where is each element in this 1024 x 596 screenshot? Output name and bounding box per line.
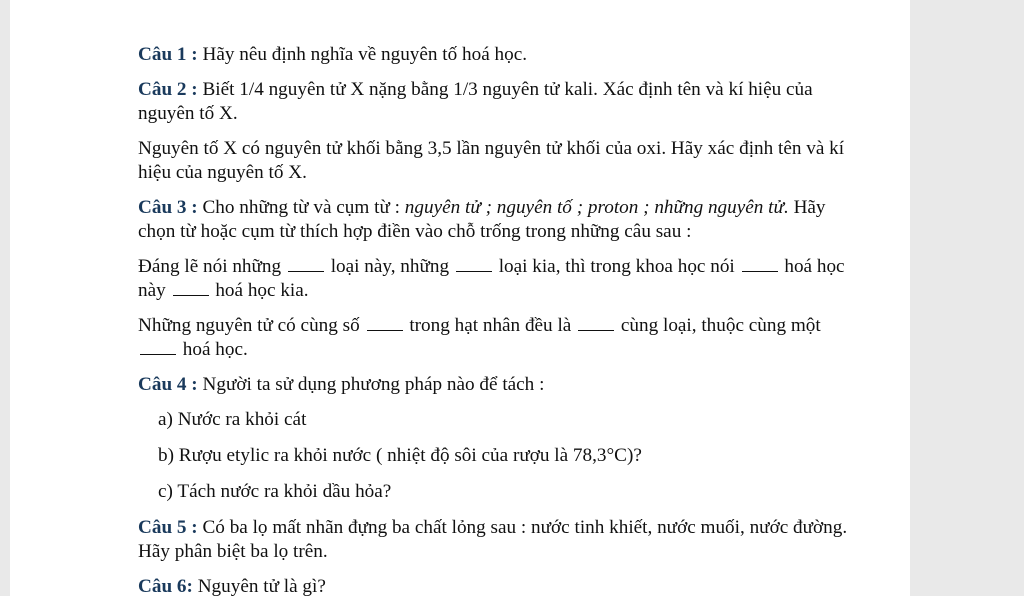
question-2-extra: Nguyên tố X có nguyên tử khối bằng 3,5 lần nguyên tử khối của oxi. Hãy xác định tên và kí hiệu của nguyên tố X. (138, 138, 845, 183)
question-1-label: Câu 1 : (138, 44, 198, 65)
question-5-label: Câu 5 : (138, 517, 198, 538)
question-1 (138, 43, 848, 67)
question-6-label: Câu 6: (138, 576, 193, 596)
blank-line (456, 257, 492, 272)
question-4-option-b: b) Rượu etylic ra khỏi nước ( nhiệt độ sôi của rượu là 78,3°C)? (158, 445, 642, 466)
question-4-option-c: c) Tách nước ra khỏi dầu hỏa? (158, 481, 392, 502)
question-3-intro: Cho những từ và cụm từ : (197, 197, 405, 218)
question-5 (138, 516, 848, 564)
question-1-text: Hãy nêu định nghĩa về nguyên tố hoá học. (197, 44, 528, 65)
blank-line (578, 316, 614, 331)
document-page (10, 0, 910, 596)
question-2-text: Biết 1/4 nguyên tử X nặng bằng 1/3 nguyên tử kali. Xác định tên và kí hiệu của nguyên tố X. (138, 79, 813, 124)
blank-line (367, 316, 403, 331)
sentence-2-part-a: Những nguyên tử có cùng số (138, 315, 365, 336)
question-3-label: Câu 3 : (138, 197, 198, 218)
question-2 (138, 78, 848, 126)
sentence-1-part-a: Đáng lẽ nói những (138, 256, 286, 277)
blank-line (288, 257, 324, 272)
blank-line (742, 257, 778, 272)
sentence-1-part-b: loại này, những (325, 256, 454, 277)
question-4-option-a: a) Nước ra khỏi cát (158, 409, 307, 430)
question-3-terms: nguyên tử ; nguyên tố ; proton ; những nguyên tử. (404, 197, 789, 218)
question-4-text: Người ta sử dụng phương pháp nào để tách : (197, 374, 545, 395)
fill-sentence-2 (138, 314, 848, 362)
sentence-1-part-d: hoá học này (138, 256, 845, 301)
fill-sentence-1 (138, 255, 848, 303)
question-4 (138, 373, 848, 397)
sentence-2-part-b: trong hạt nhân đều là (404, 315, 577, 336)
page-content (138, 43, 848, 596)
question-5-text: Có ba lọ mất nhãn đựng ba chất lỏng sau : nước tinh khiết, nước muối, nước đường. Hãy phân biệt ba lọ trên. (138, 517, 848, 562)
sentence-2-part-d: hoá học. (178, 339, 248, 360)
blank-line (140, 340, 176, 355)
sentence-1-part-c: loại kia, thì trong khoa học nói (493, 256, 740, 277)
question-6-text: Nguyên tử là gì? (192, 576, 326, 596)
question-4-label: Câu 4 : (138, 374, 198, 395)
question-3 (138, 196, 848, 244)
sentence-1-part-e: hoá học kia. (210, 280, 309, 301)
question-6 (138, 575, 848, 596)
sentence-2-part-c: cùng loại, thuộc cùng một (616, 315, 821, 336)
question-2-label: Câu 2 : (138, 79, 198, 100)
question-3-instruction: Hãy chọn từ hoặc cụm từ thích hợp điền vào chỗ trống trong những câu sau : (138, 197, 826, 242)
blank-line (173, 281, 209, 296)
